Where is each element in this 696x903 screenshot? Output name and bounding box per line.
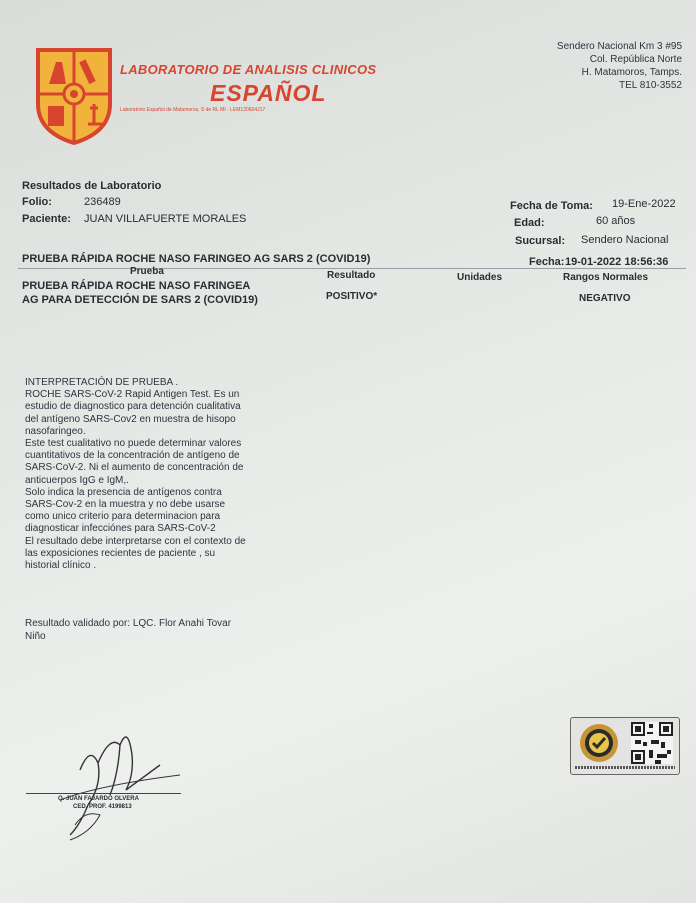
address-line: Sendero Nacional Km 3 #95 [556,41,682,52]
certified-seal-icon [579,723,619,763]
signer-name: Q. JUAN FAJARDO OLVERA [58,796,139,802]
lab-name: ESPAÑOL [210,80,327,106]
lab-address [557,40,682,92]
signer-cedula: CED. PROF. 4199813 [73,804,132,810]
certification-badge [570,717,680,775]
interpretation-line: SARS-Cov-2 en la muestra y no debe usarse [25,499,226,511]
interpretation-line: nasofaringeo. [25,425,86,437]
col-header-rangos: Rangos Normales [563,272,649,283]
fecha-toma-value: 19-Ene-2022 [612,198,676,210]
interpretation-line: Solo indica la presencia de antígenos contra [25,486,222,498]
interpretation-line: ROCHE SARS-CoV-2 Rapid Antigen Test. Es un [25,389,240,401]
folio-label: Folio: [22,196,52,208]
interpretation-line: estudio de diagnostico para detención cualitativa [25,401,241,413]
interpretation-line: historial clínico . [25,560,97,572]
edad-label: Edad: [514,217,545,229]
col-header-prueba: Prueba [130,266,164,277]
address-line: H. Matamoros, Tamps. [581,67,682,78]
interpretation-line: El resultado debe interpretarse con el contexto de [25,535,246,547]
validation-note [25,617,231,643]
interpretation-text [25,377,295,572]
interpretation-line: las exposiciones recientes de paciente , su [25,547,216,559]
col-header-resultado: Resultado [327,270,376,281]
section-title: Resultados de Laboratorio [22,180,162,192]
sucursal-label: Sucursal: [515,235,566,247]
sucursal-value: Sendero Nacional [581,234,669,246]
test-row-name-line1: PRUEBA RÁPIDA ROCHE NASO FARINGEA [22,280,251,292]
fecha-toma-label: Fecha de Toma: [510,200,593,212]
address-line: Col. República Norte [589,54,682,65]
test-title: PRUEBA RÁPIDA ROCHE NASO FARINGEO AG SARS 2 (COVID19) [22,253,371,265]
signature-line [26,793,181,794]
signature-scribble [40,715,200,845]
validation-line: Niño [25,631,46,642]
interpretation-line: Este test cualitativo no puede determinar valores [25,438,242,450]
patient-value: JUAN VILLAFUERTE MORALES [84,213,247,225]
test-row-result: POSITIVO* [326,291,378,302]
lab-title: LABORATORIO DE ANALISIS CLINICOS [120,62,377,77]
validation-line: Resultado validado por: LQC. Flor Anahi Tovar [25,618,232,629]
interpretation-line: como unico criterio para determinacion para [25,511,221,523]
test-row-range: NEGATIVO [579,293,631,304]
interpretation-line: del antígeno SARS-Cov2 en muestra de hisopo [25,413,236,425]
patient-label: Paciente: [22,213,71,225]
interpretation-line: INTERPRETACIÓN DE PRUEBA . [25,377,179,388]
folio-value: 236489 [84,196,121,208]
interpretation-line: cuantitativos de la concentración de antígeno de [25,450,240,462]
lab-subtitle: Laboratorio Español de Matamoros, S de RL MI · LEM120604J17 [120,107,266,113]
interpretation-line: SARS-CoV-2. Ni el aumento de concentración de [25,462,244,474]
table-separator [18,268,686,269]
qr-code [631,722,673,764]
test-date-label: Fecha: [529,256,565,268]
edad-value: 60 años [596,215,636,227]
address-line: TEL 810-3552 [618,80,682,91]
interpretation-line: diagnosticar infecciónes para SARS-CoV-2 [25,523,216,535]
test-row-name-line2: AG PARA DETECCIÓN DE SARS 2 (COVID19) [22,294,258,306]
lab-shield-logo [34,46,114,146]
test-date-value: 19-01-2022 18:56:36 [565,256,669,268]
interpretation-line: anticuerpos IgG e IgM,. [25,474,129,486]
badge-fine-print [575,766,675,769]
col-header-unidades: Unidades [457,272,503,283]
